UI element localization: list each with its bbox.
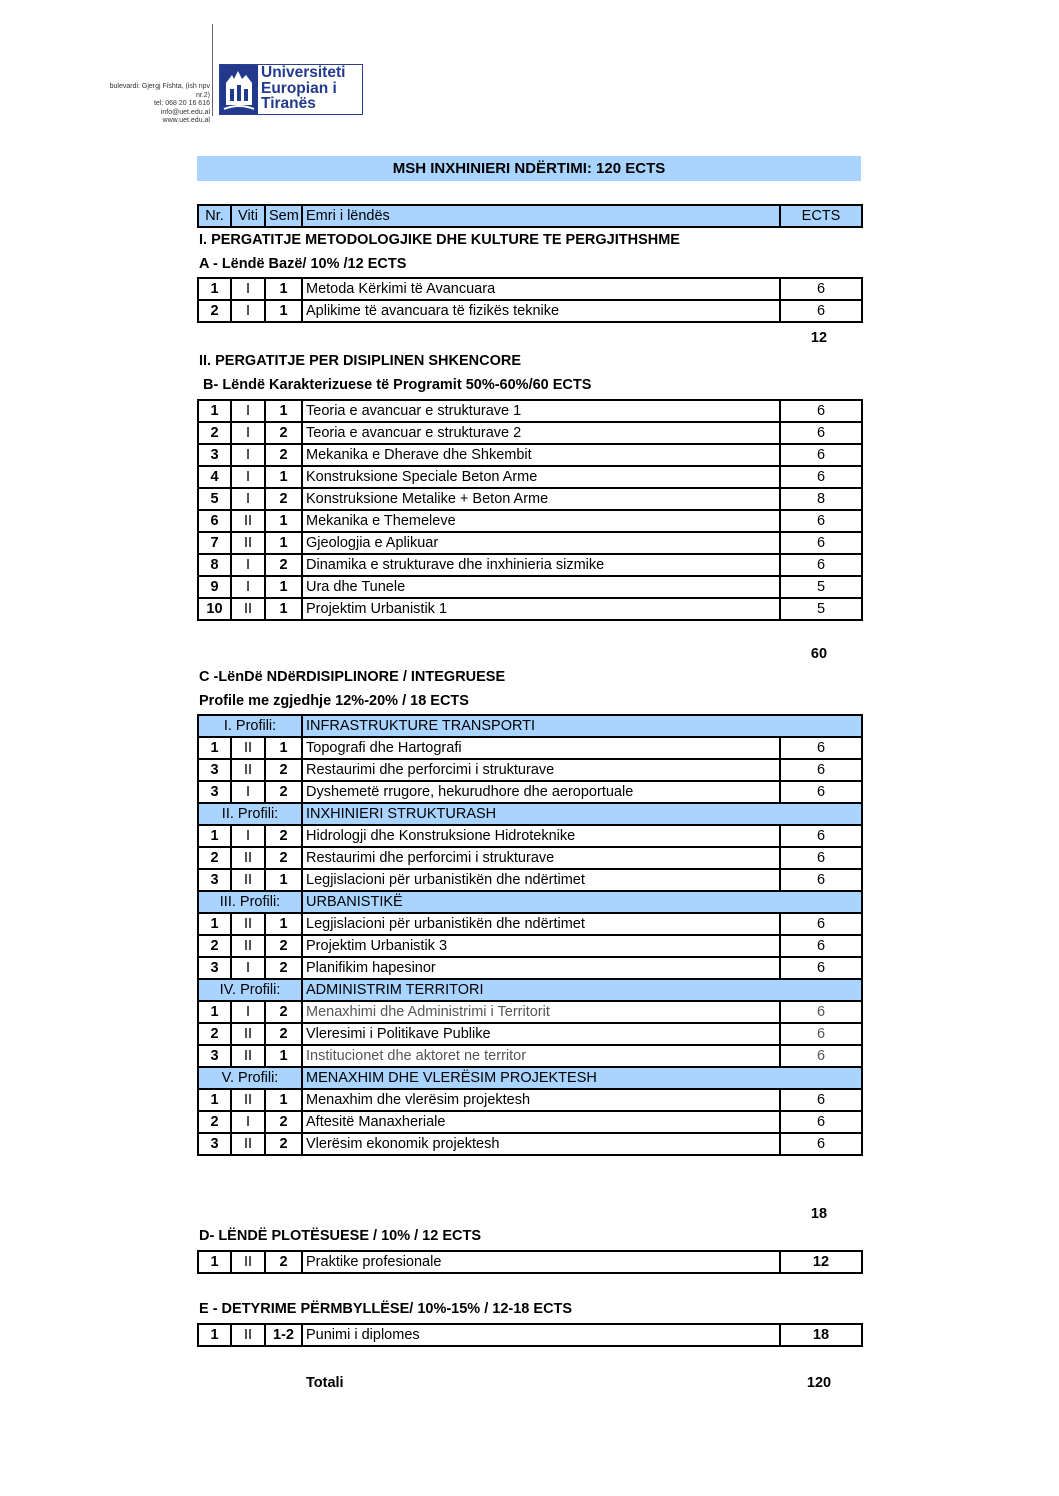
profile-name: INXHINIERI STRUKTURASH — [302, 803, 862, 825]
address-phone: tel: 068 20 16 616 — [153, 100, 210, 108]
cell-name: Gjeologjia e Aplikuar — [302, 532, 780, 554]
cell-nr: 2 — [198, 1111, 231, 1133]
cell-ects: 6 — [780, 737, 862, 759]
table-row — [198, 781, 862, 803]
section-i-heading: I. PERGATITJE METODOLOGJIKE DHE KULTURE TE PERGJITHSHME — [199, 232, 680, 248]
col-nr-header: Nr. — [198, 205, 231, 227]
table-row — [198, 825, 862, 847]
cell-viti: I — [231, 422, 265, 444]
profile-name: INFRASTRUKTURE TRANSPORTI — [302, 715, 862, 737]
cell-viti: II — [231, 759, 265, 781]
cell-ects: 6 — [780, 278, 862, 300]
cell-name: Restaurimi dhe perforcimi i strukturave — [302, 759, 780, 781]
cell-sem: 2 — [265, 444, 302, 466]
cell-ects: 8 — [780, 488, 862, 510]
cell-sem: 2 — [265, 488, 302, 510]
profile-label: III. Profili: — [198, 891, 302, 913]
cell-ects: 6 — [780, 510, 862, 532]
cell-viti: II — [231, 913, 265, 935]
cell-name: Praktike profesionale — [302, 1251, 780, 1273]
cell-nr: 10 — [198, 598, 231, 620]
cell-ects: 6 — [780, 825, 862, 847]
cell-ects: 6 — [780, 1089, 862, 1111]
cell-ects: 6 — [780, 300, 862, 322]
logo-line: Tiranës — [261, 95, 316, 112]
table-row — [198, 444, 862, 466]
cell-ects: 6 — [780, 869, 862, 891]
cell-nr: 9 — [198, 576, 231, 598]
cell-viti: II — [231, 510, 265, 532]
cell-ects: 6 — [780, 1023, 862, 1045]
cell-ects: 6 — [780, 1001, 862, 1023]
cell-viti: II — [231, 532, 265, 554]
table-row — [198, 957, 862, 979]
col-ects-header: ECTS — [780, 205, 862, 227]
cell-name: Konstruksione Speciale Beton Arme — [302, 466, 780, 488]
cell-viti: II — [231, 847, 265, 869]
table-row — [198, 935, 862, 957]
cell-viti: I — [231, 278, 265, 300]
address-web: www.uet.edu.al — [162, 117, 210, 125]
university-name — [261, 65, 345, 112]
cell-viti: II — [231, 1045, 265, 1067]
cell-nr: 3 — [198, 1045, 231, 1067]
cell-sem: 1 — [265, 869, 302, 891]
cell-viti: II — [231, 869, 265, 891]
group-b-table — [197, 399, 863, 621]
table-row — [198, 1089, 862, 1111]
cell-name: Legjislacioni për urbanistikën dhe ndërtimet — [302, 913, 780, 935]
group-a-subtotal: 12 — [810, 330, 828, 346]
cell-viti: II — [231, 1324, 265, 1346]
cell-nr: 7 — [198, 532, 231, 554]
cell-ects: 6 — [780, 1133, 862, 1155]
cell-sem: 2 — [265, 1001, 302, 1023]
cell-nr: 3 — [198, 444, 231, 466]
profile-name: URBANISTIKË — [302, 891, 862, 913]
cell-nr: 1 — [198, 278, 231, 300]
cell-nr: 5 — [198, 488, 231, 510]
cell-sem: 1-2 — [265, 1324, 302, 1346]
cell-sem: 1 — [265, 400, 302, 422]
cell-viti: I — [231, 1111, 265, 1133]
section-ii-heading: II. PERGATITJE PER DISIPLINEN SHKENCORE — [199, 353, 522, 369]
cell-sem: 2 — [265, 935, 302, 957]
profile-name: ADMINISTRIM TERRITORI — [302, 979, 862, 1001]
cell-nr: 2 — [198, 1023, 231, 1045]
cell-sem: 2 — [265, 1023, 302, 1045]
cell-sem: 2 — [265, 781, 302, 803]
cell-name: Metoda Kërkimi të Avancuara — [302, 278, 780, 300]
cell-nr: 1 — [198, 737, 231, 759]
cell-ects: 6 — [780, 466, 862, 488]
cell-ects: 6 — [780, 422, 862, 444]
col-sem-header: Sem — [265, 205, 302, 227]
table-row — [198, 532, 862, 554]
group-b-heading: B- Lëndë Karakterizuese të Programit 50%-60%/60 ECTS — [203, 377, 592, 393]
cell-name: Projektim Urbanistik 1 — [302, 598, 780, 620]
table-row — [198, 1133, 862, 1155]
cell-name: Menaxhimi dhe Administrimi i Territorit — [302, 1001, 780, 1023]
cell-sem: 1 — [265, 1045, 302, 1067]
table-row — [198, 510, 862, 532]
cell-viti: I — [231, 1001, 265, 1023]
cell-name: Dyshemetë rrugore, hekurudhore dhe aeroportuale — [302, 781, 780, 803]
cell-name: Teoria e avancuar e strukturave 1 — [302, 400, 780, 422]
profile-header-row — [198, 1067, 862, 1089]
profile-header-row — [198, 891, 862, 913]
group-c-heading: C -LënDë NDëRDISIPLINORE / INTEGRUESE — [199, 669, 506, 685]
cell-ects: 6 — [780, 781, 862, 803]
cell-ects: 6 — [780, 913, 862, 935]
cell-sem: 1 — [265, 278, 302, 300]
profile-name: MENAXHIM DHE VLERËSIM PROJEKTESH — [302, 1067, 862, 1089]
profile-header-row — [198, 803, 862, 825]
cell-viti: I — [231, 825, 265, 847]
cell-viti: II — [231, 1251, 265, 1273]
table-row — [198, 488, 862, 510]
cell-sem: 2 — [265, 825, 302, 847]
cell-nr: 3 — [198, 957, 231, 979]
cell-nr: 3 — [198, 781, 231, 803]
cell-name: Ura dhe Tunele — [302, 576, 780, 598]
table-row — [198, 300, 862, 322]
cell-sem: 1 — [265, 300, 302, 322]
total-label: Totali — [306, 1375, 344, 1391]
table-row — [198, 278, 862, 300]
cell-name: Legjislacioni për urbanistikën dhe ndërtimet — [302, 869, 780, 891]
cell-name: Aftesitë Manaxheriale — [302, 1111, 780, 1133]
cell-name: Aplikime të avancuara të fizikës teknike — [302, 300, 780, 322]
cell-name: Mekanika e Themeleve — [302, 510, 780, 532]
total-value: 120 — [806, 1375, 832, 1391]
cell-ects: 6 — [780, 532, 862, 554]
cell-name: Menaxhim dhe vlerësim projektesh — [302, 1089, 780, 1111]
cell-nr: 2 — [198, 847, 231, 869]
cell-sem: 2 — [265, 1133, 302, 1155]
cell-sem: 2 — [265, 422, 302, 444]
cell-sem: 2 — [265, 1111, 302, 1133]
profile-header-row — [198, 979, 862, 1001]
cell-nr: 3 — [198, 759, 231, 781]
table-row — [198, 1045, 862, 1067]
table-row — [198, 1251, 862, 1273]
profile-label: I. Profili: — [198, 715, 302, 737]
table-row — [198, 1111, 862, 1133]
cell-nr: 1 — [198, 1251, 231, 1273]
cell-nr: 1 — [198, 825, 231, 847]
cell-ects: 5 — [780, 576, 862, 598]
group-e-heading: E - DETYRIME PËRMBYLLËSE/ 10%-15% / 12-18 ECTS — [199, 1301, 573, 1317]
cell-name: Planifikim hapesinor — [302, 957, 780, 979]
cell-viti: I — [231, 957, 265, 979]
cell-sem: 2 — [265, 554, 302, 576]
cell-ects: 6 — [780, 1111, 862, 1133]
cell-nr: 1 — [198, 1001, 231, 1023]
cell-ects: 6 — [780, 759, 862, 781]
cell-nr: 2 — [198, 422, 231, 444]
cell-name: Konstruksione Metalike + Beton Arme — [302, 488, 780, 510]
cell-sem: 1 — [265, 510, 302, 532]
cell-sem: 2 — [265, 1251, 302, 1273]
table-row — [198, 554, 862, 576]
cell-viti: I — [231, 300, 265, 322]
cell-nr: 4 — [198, 466, 231, 488]
cell-name: Punimi i diplomes — [302, 1324, 780, 1346]
group-b-subtotal: 60 — [810, 646, 828, 662]
col-viti-header: Viti — [231, 205, 265, 227]
cell-viti: I — [231, 444, 265, 466]
cell-nr: 3 — [198, 869, 231, 891]
cell-nr: 1 — [198, 1089, 231, 1111]
cell-sem: 1 — [265, 598, 302, 620]
table-row — [198, 598, 862, 620]
university-address — [100, 83, 210, 126]
group-a-heading: A - Lëndë Bazë/ 10% /12 ECTS — [199, 256, 407, 272]
table-row — [198, 422, 862, 444]
cell-ects: 6 — [780, 1045, 862, 1067]
program-title: MSH INXHINIERI NDËRTIMI: 120 ECTS — [197, 156, 861, 181]
cell-name: Hidrologji dhe Konstruksione Hidroteknike — [302, 825, 780, 847]
cell-viti: I — [231, 554, 265, 576]
cell-name: Vlerësim ekonomik projektesh — [302, 1133, 780, 1155]
cell-ects: 6 — [780, 400, 862, 422]
cell-nr: 6 — [198, 510, 231, 532]
cell-sem: 2 — [265, 957, 302, 979]
cell-ects: 12 — [780, 1251, 862, 1273]
cell-name: Dinamika e strukturave dhe inxhinieria sizmike — [302, 554, 780, 576]
col-name-header: Emri i lëndës — [302, 205, 780, 227]
cell-viti: II — [231, 1089, 265, 1111]
cell-nr: 1 — [198, 400, 231, 422]
cell-sem: 1 — [265, 913, 302, 935]
table-row — [198, 869, 862, 891]
group-d-heading: D- LËNDË PLOTËSUESE / 10% / 12 ECTS — [199, 1228, 482, 1244]
group-c-subtotal: 18 — [810, 1206, 828, 1222]
cell-ects: 6 — [780, 935, 862, 957]
cell-viti: II — [231, 598, 265, 620]
cell-name: Vleresimi i Politikave Publike — [302, 1023, 780, 1045]
cell-name: Restaurimi dhe perforcimi i strukturave — [302, 847, 780, 869]
group-c-subheading: Profile me zgjedhje 12%-20% / 18 ECTS — [199, 693, 469, 709]
column-header-table — [197, 204, 863, 228]
cell-viti: I — [231, 576, 265, 598]
table-row — [198, 1001, 862, 1023]
cell-ects: 6 — [780, 554, 862, 576]
cell-nr: 1 — [198, 1324, 231, 1346]
header-divider — [212, 24, 213, 116]
address-email: info@uet.edu.al — [160, 108, 210, 116]
cell-viti: II — [231, 1023, 265, 1045]
table-row — [198, 576, 862, 598]
cell-name: Topografi dhe Hartografi — [302, 737, 780, 759]
cell-nr: 3 — [198, 1133, 231, 1155]
cell-name: Mekanika e Dherave dhe Shkembit — [302, 444, 780, 466]
table-row — [198, 466, 862, 488]
profile-header-row — [198, 715, 862, 737]
cell-nr: 2 — [198, 935, 231, 957]
cell-name: Teoria e avancuar e strukturave 2 — [302, 422, 780, 444]
cell-nr: 8 — [198, 554, 231, 576]
table-row — [198, 400, 862, 422]
cell-viti: I — [231, 488, 265, 510]
cell-ects: 6 — [780, 444, 862, 466]
cell-name: Institucionet dhe aktoret ne territor — [302, 1045, 780, 1067]
group-a-table — [197, 277, 863, 323]
cell-name: Projektim Urbanistik 3 — [302, 935, 780, 957]
cell-sem: 2 — [265, 759, 302, 781]
table-row — [198, 913, 862, 935]
cell-sem: 1 — [265, 737, 302, 759]
cell-nr: 1 — [198, 913, 231, 935]
cell-viti: II — [231, 1133, 265, 1155]
table-row — [198, 1324, 862, 1346]
cell-sem: 1 — [265, 466, 302, 488]
profile-label: V. Profili: — [198, 1067, 302, 1089]
cell-sem: 1 — [265, 576, 302, 598]
cell-sem: 2 — [265, 847, 302, 869]
group-d-table — [197, 1250, 863, 1274]
table-row — [198, 1023, 862, 1045]
address-line: bulevardi: Gjergj Fishta, (ish npv nr.2) — [109, 83, 210, 99]
cell-ects: 6 — [780, 957, 862, 979]
logo-line: Universiteti — [261, 64, 346, 81]
logo-line: Europian i — [261, 79, 337, 97]
table-row — [198, 847, 862, 869]
cell-nr: 2 — [198, 300, 231, 322]
table-row — [198, 759, 862, 781]
column-header-row — [198, 205, 862, 227]
cell-ects: 5 — [780, 598, 862, 620]
table-row — [198, 737, 862, 759]
university-emblem-icon — [220, 65, 258, 114]
cell-sem: 1 — [265, 532, 302, 554]
cell-sem: 1 — [265, 1089, 302, 1111]
cell-viti: I — [231, 466, 265, 488]
cell-viti: I — [231, 400, 265, 422]
group-c-table — [197, 714, 863, 1156]
group-e-table — [197, 1323, 863, 1347]
profile-label: IV. Profili: — [198, 979, 302, 1001]
cell-ects: 6 — [780, 847, 862, 869]
cell-ects: 18 — [780, 1324, 862, 1346]
cell-viti: II — [231, 935, 265, 957]
profile-label: II. Profili: — [198, 803, 302, 825]
cell-viti: I — [231, 781, 265, 803]
cell-viti: II — [231, 737, 265, 759]
